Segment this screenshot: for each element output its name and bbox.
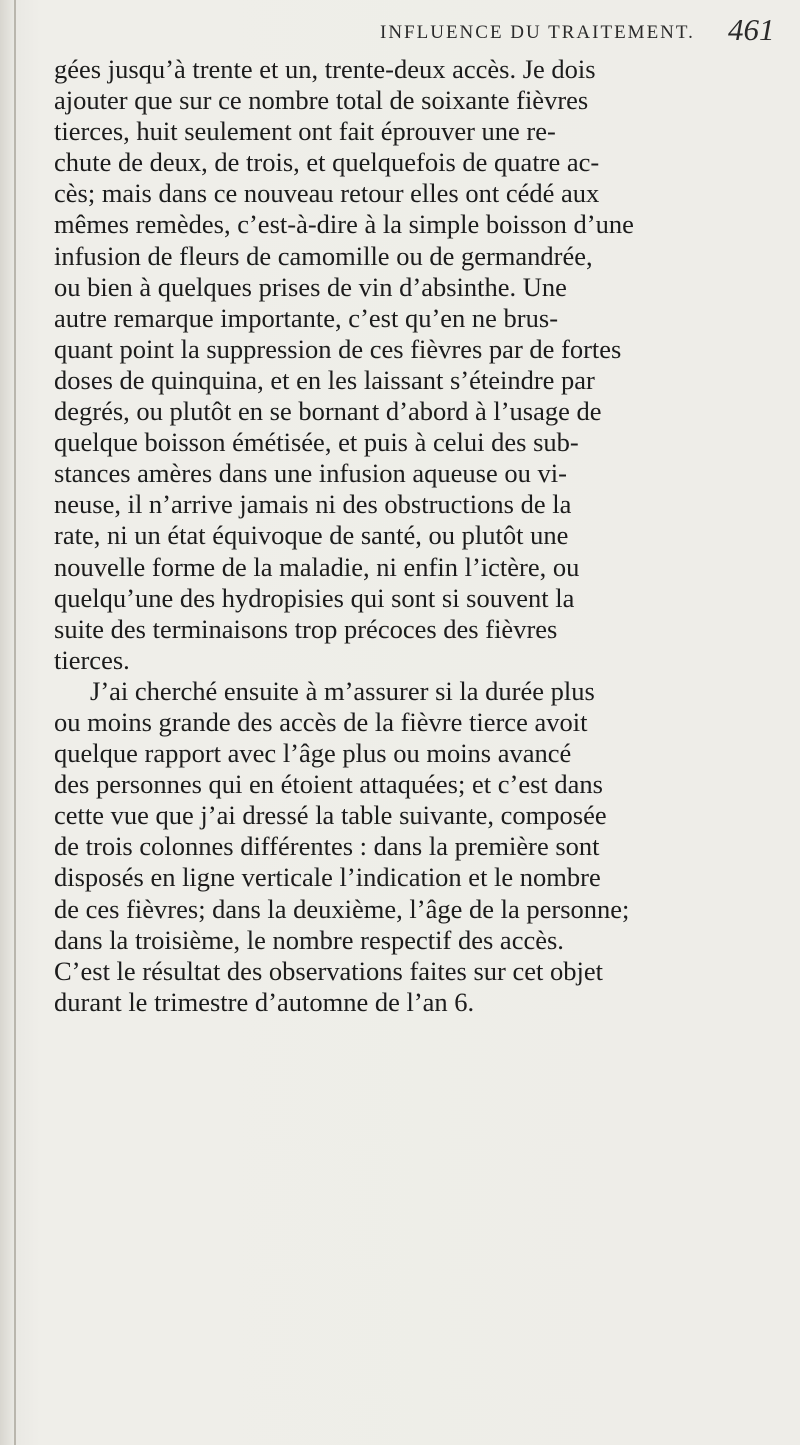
text-line-19: suite des terminaisons trop précoces des fièvres — [54, 613, 558, 644]
text-line-3: tierces, huit seulement ont fait éprouver une re- — [54, 116, 556, 147]
text-line-28: de ces fièvres; dans la deuxième, l’âge de la personne; — [54, 893, 630, 924]
text-line-29: dans la troisième, le nombre respectif des accès. — [54, 924, 564, 955]
text-line-4: chute de deux, de trois, et quelquefois de quatre ac- — [54, 147, 600, 178]
text-line-1: gées jusqu’à trente et un, trente-deux accès. Je dois — [54, 54, 596, 84]
text-line-6: mêmes remèdes, c’est-à-dire à la simple boisson d’une — [54, 209, 634, 240]
text-line-18: quelqu’une des hydropisies qui sont si souvent la — [54, 582, 575, 613]
text-line-2: ajouter que sur ce nombre total de soixante fièvres — [54, 85, 589, 116]
text-line-7: infusion de fleurs de camomille ou de germandrée, — [54, 240, 593, 271]
text-line-24: des personnes qui en étoient attaquées; et c’est dans — [54, 769, 603, 800]
text-line-10: quant point la suppression de ces fièvres par de fortes — [54, 333, 622, 364]
running-head: INFLUENCE DU TRAITEMENT. — [380, 22, 695, 43]
text-line-15: neuse, il n’arrive jamais ni des obstructions de la — [54, 489, 572, 520]
text-line-26: de trois colonnes différentes : dans la première sont — [54, 831, 600, 862]
text-line-20: tierces. — [54, 644, 130, 675]
text-line-22: ou moins grande des accès de la fièvre tierce avoit — [54, 706, 588, 737]
text-line-27: disposés en ligne verticale l’indication et le nombre — [54, 862, 601, 893]
text-line-13: quelque boisson émétisée, et puis à celui des sub- — [54, 427, 579, 458]
text-line-21: J’ai cherché ensuite à m’assurer si la durée plus — [90, 675, 595, 706]
text-line-30: C’est le résultat des observations faites sur cet objet — [54, 955, 603, 986]
text-line-25: cette vue que j’ai dressé la table suivante, composée — [54, 800, 607, 831]
text-line-16: rate, ni un état équivoque de santé, ou plutôt une — [54, 520, 569, 551]
text-line-8: ou bien à quelques prises de vin d’absinthe. Une — [54, 271, 567, 302]
text-line-17: nouvelle forme de la maladie, ni enfin l’ictère, ou — [54, 551, 580, 582]
page-binding-edge — [14, 0, 16, 1445]
text-line-23: quelque rapport avec l’âge plus ou moins avancé — [54, 738, 572, 769]
text-line-12: degrés, ou plutôt en se bornant d’abord à l’usage de — [54, 396, 602, 427]
text-line-5: cès; mais dans ce nouveau retour elles ont cédé aux — [54, 178, 600, 209]
text-line-11: doses de quinquina, et en les laissant s’éteindre par — [54, 364, 595, 395]
page-header — [40, 10, 775, 50]
text-line-14: stances amères dans une infusion aqueuse ou vi- — [54, 458, 567, 489]
body-text — [54, 54, 784, 1018]
text-line-9: autre remarque importante, c’est qu’en ne brus- — [54, 302, 559, 333]
page-number: 461 — [728, 12, 775, 47]
text-line-31: durant le trimestre d’automne de l’an 6. — [54, 986, 475, 1017]
